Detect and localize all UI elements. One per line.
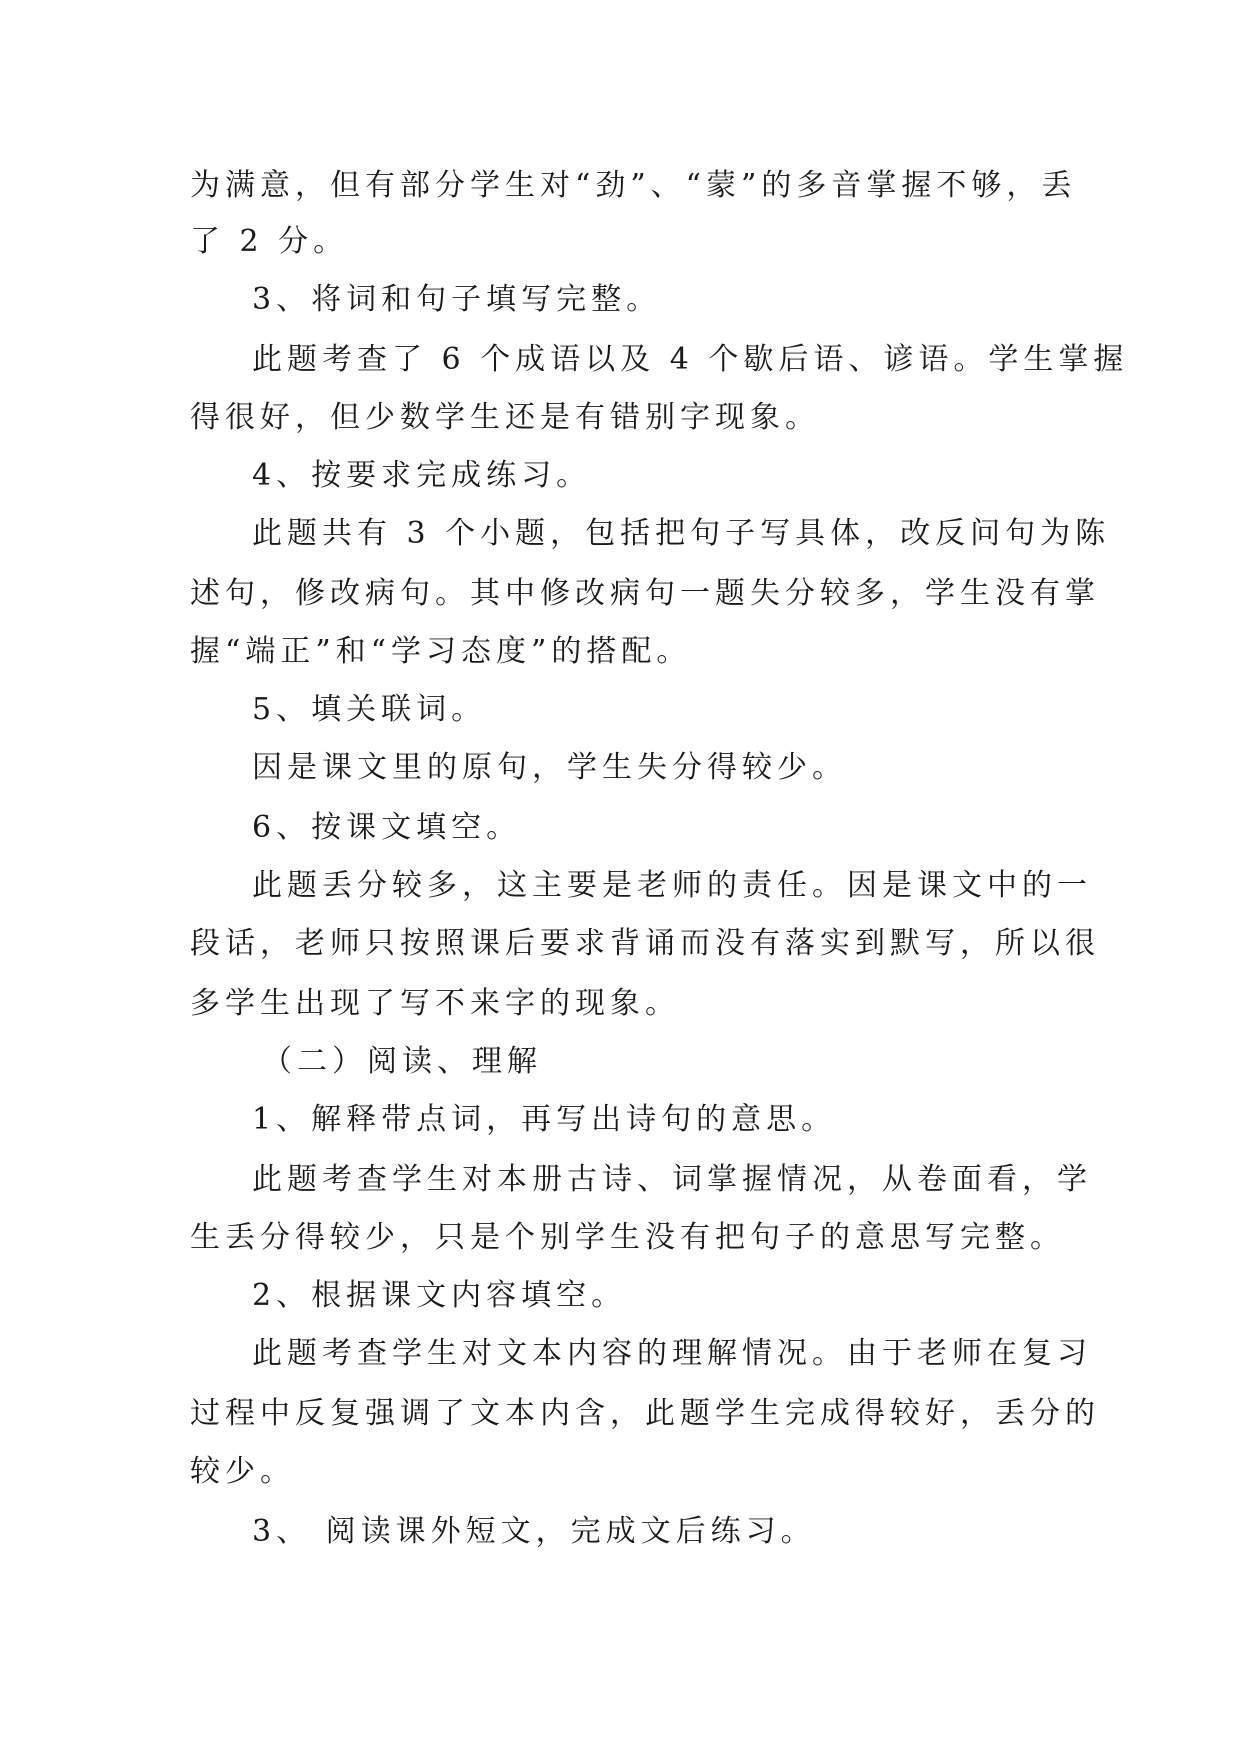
paragraph-line: 此题丢分较多，这主要是老师的责任。因是课文中的一 bbox=[252, 868, 1092, 903]
paragraph-line: 多学生出现了写不来字的现象。 bbox=[190, 986, 680, 1021]
section-title: （二）阅读、理解 bbox=[262, 1044, 542, 1079]
paragraph-line: 过程中反复强调了文本内含，此题学生完成得较好，丢分的 bbox=[190, 1396, 1100, 1431]
section-heading: 3、将词和句子填写完整。 bbox=[252, 282, 662, 317]
paragraph-line: 此题考查学生对本册古诗、词掌握情况，从卷面看，学 bbox=[252, 1162, 1092, 1197]
paragraph-line: 段话，老师只按照课后要求背诵而没有落实到默写，所以很 bbox=[190, 926, 1100, 961]
paragraph-line: 此题考查学生对文本内容的理解情况。由于老师在复习 bbox=[252, 1336, 1092, 1371]
paragraph-line: 为满意，但有部分学生对“劲”、“蒙”的多音掌握不够，丢 bbox=[190, 168, 1077, 203]
section-heading: 2、根据课文内容填空。 bbox=[252, 1278, 627, 1313]
section-heading: 1、解释带点词，再写出诗句的意思。 bbox=[252, 1102, 837, 1137]
paragraph-line: 得很好，但少数学生还是有错别字现象。 bbox=[190, 400, 820, 435]
section-heading: 5、填关联词。 bbox=[252, 692, 487, 727]
paragraph-line: 因是课文里的原句，学生失分得较少。 bbox=[252, 750, 847, 785]
section-heading: 6、按课文填空。 bbox=[252, 810, 522, 845]
paragraph-line: 较少。 bbox=[190, 1454, 295, 1489]
section-heading: 4、按要求完成练习。 bbox=[252, 458, 592, 493]
paragraph-line: 生丢分得较少，只是个别学生没有把句子的意思写完整。 bbox=[190, 1220, 1065, 1255]
paragraph-line: 握“端正”和“学习态度”的搭配。 bbox=[190, 634, 692, 669]
paragraph-line: 此题共有 3 个小题，包括把句子写具体，改反问句为陈 bbox=[252, 516, 1111, 551]
paragraph-line: 了 2 分。 bbox=[190, 224, 349, 259]
paragraph-line: 此题考查了 6 个成语以及 4 个歇后语、谚语。学生掌握 bbox=[252, 342, 1129, 377]
paragraph-line: 述句，修改病句。其中修改病句一题失分较多，学生没有掌 bbox=[190, 576, 1100, 611]
section-heading: 3、 阅读课外短文，完成文后练习。 bbox=[252, 1514, 816, 1549]
